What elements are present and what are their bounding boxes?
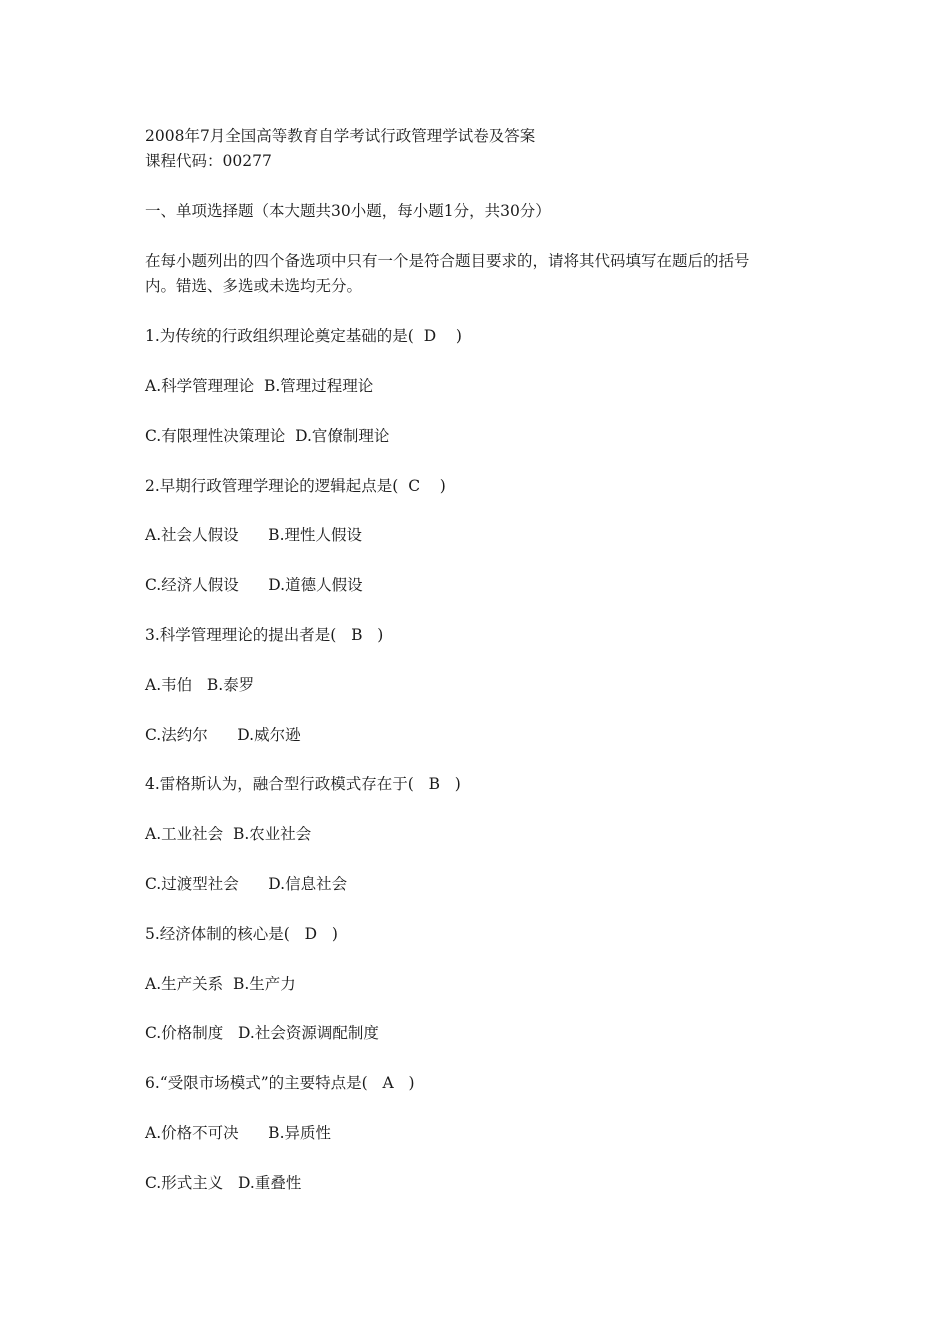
instructions-line-1: 在每小题列出的四个备选项中只有一个是符合题目要求的，请将其代码填写在题后的括号 bbox=[145, 252, 750, 270]
question-options: C.过渡型社会 D.信息社会 bbox=[145, 875, 348, 893]
question-options: A.生产关系 B.生产力 bbox=[145, 975, 296, 993]
document-title: 2008年7月全国高等教育自学考试行政管理学试卷及答案 bbox=[145, 127, 536, 145]
question-options: A.韦伯 B.泰罗 bbox=[145, 676, 255, 694]
question-options: A.价格不可决 B.异质性 bbox=[145, 1124, 332, 1142]
question-stem: 6.“受限市场模式”的主要特点是( A ) bbox=[145, 1074, 415, 1092]
question-options: C.法约尔 D.威尔逊 bbox=[145, 726, 301, 744]
course-code: 课程代码：00277 bbox=[145, 152, 272, 170]
question-options: C.有限理性决策理论 D.官僚制理论 bbox=[145, 427, 390, 445]
section-heading: 一、单项选择题（本大题共30小题，每小题1分，共30分） bbox=[145, 202, 551, 220]
question-options: C.形式主义 D.重叠性 bbox=[145, 1174, 302, 1192]
question-options: A.科学管理理论 B.管理过程理论 bbox=[145, 377, 374, 395]
question-stem: 4.雷格斯认为，融合型行政模式存在于( B ) bbox=[145, 775, 461, 793]
question-options: A.工业社会 B.农业社会 bbox=[145, 825, 312, 843]
instructions-line-2: 内。错选、多选或未选均无分。 bbox=[145, 277, 363, 295]
question-options: C.经济人假设 D.道德人假设 bbox=[145, 576, 363, 594]
question-stem: 5.经济体制的核心是( D ) bbox=[145, 925, 338, 943]
question-options: A.社会人假设 B.理性人假设 bbox=[145, 526, 363, 544]
question-stem: 1.为传统的行政组织理论奠定基础的是( D ) bbox=[145, 327, 462, 345]
question-stem: 3.科学管理理论的提出者是( B ) bbox=[145, 626, 384, 644]
question-options: C.价格制度 D.社会资源调配制度 bbox=[145, 1024, 379, 1042]
question-stem: 2.早期行政管理学理论的逻辑起点是( C ) bbox=[145, 477, 446, 495]
